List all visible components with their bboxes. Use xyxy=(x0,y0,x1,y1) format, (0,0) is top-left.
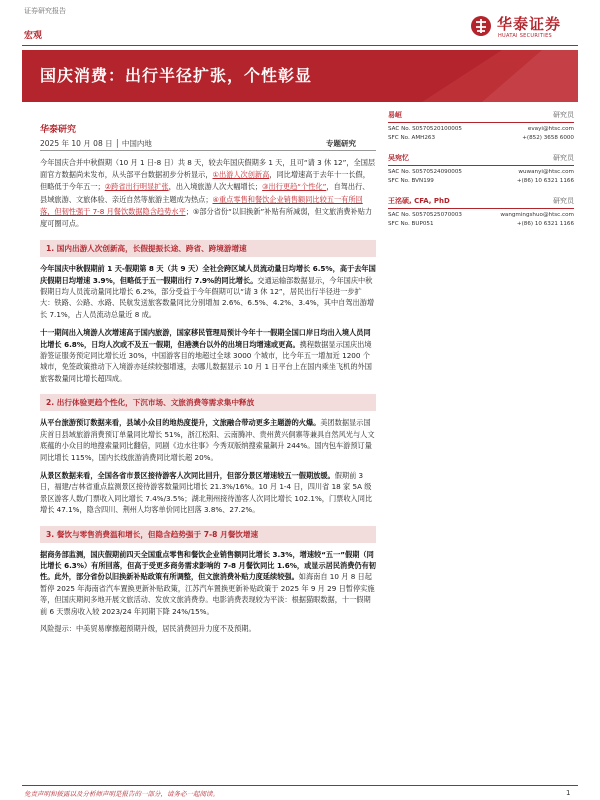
paragraph xyxy=(40,417,376,463)
header-divider xyxy=(22,45,578,46)
analyst-role: 研究员 xyxy=(553,111,574,119)
brand-logo xyxy=(470,13,590,43)
intro-text: ；⑤部分省份“以旧换新”补贴有所减弱，但文旅消费补贴力度可圈可点。 xyxy=(40,206,373,229)
analyst-email[interactable]: wuwanyi@htsc.com xyxy=(518,169,574,175)
analyst-sfc: SFC No. BVN199 xyxy=(388,178,434,184)
paragraph-lead: 从平台旅游预订数据来看，县域小众目的地热度提升，文旅融合带动更多主题游的火爆。 xyxy=(40,418,321,428)
report-title: 国庆消费：出行半径扩张，个性彰显 xyxy=(40,66,313,85)
analyst-sfc: SFC No. AMH263 xyxy=(388,135,436,141)
analyst-role: 研究员 xyxy=(553,197,574,205)
section-heading-3 xyxy=(40,526,376,543)
intro-text: 今年国庆合并中秋假期（10 月 1 日-8 日）共 8 天，较去年国庆假期多 1 天，且可“请 3 休 12”，全国层面官方数据尚未发布，从头部平台数据初步分析显示， xyxy=(40,158,376,180)
meta-divider xyxy=(40,150,376,151)
analyst-sac: SAC No. S0570525070003 xyxy=(388,212,462,218)
paragraph-body: 假期前 3 日，福建/吉林省重点监测景区接待游客数量同比增长 21.3%/16%。10 月 1-4 日，四川省 18 家 5A 级景区游客人数/门票收入同比增长 7.4%/3.5%；湖北荆州接待游客人次同比增长 102.1%，门票收入同比增长 47.1%，隐含四川、荆州人均客单价同比回落 3.8%、27.2%。 xyxy=(40,470,373,515)
research-org: 华泰研究 xyxy=(40,125,77,135)
analyst-card xyxy=(388,153,574,186)
paragraph-lead: 今年国庆中秋假期前 1 天-假期第 8 天（共 9 天）全社会跨区域人员流动量日均增长 6.5%，高于去年国庆假期日均增速 3.9%，但略低于五一假期出行 7.9%的同比增长。 xyxy=(40,264,376,285)
paragraph-lead: 据商务部监测，国庆假期前四天全国重点零售和餐饮企业销售额同比增长 3.3%，增速较“五一”假期（同比增长 6.3%）有所回落，但高于受更多商务需求影响的 7-8 月餐饮同比 1.6%，或显示居民消费仍有韧性。此外，部分省份以旧换新补贴政策有所调整，但文旅消费补贴力度延续较强。 xyxy=(40,549,376,582)
footer-disclaimer: 免责声明和披露以及分析师声明是报告的一部分，请务必一起阅读。 xyxy=(24,790,219,798)
section-title: 3. 餐饮与零售消费温和增长，但隐含趋势强于 7-8 月餐饮增速 xyxy=(46,529,259,539)
page-number: 1 xyxy=(566,789,571,797)
date-region: 2025 年 10 月 08 日 │ 中国内地 xyxy=(40,139,152,148)
analyst-phone: +(86) 10 6321 1166 xyxy=(516,178,574,184)
title-banner xyxy=(22,50,578,102)
paragraph xyxy=(40,263,376,320)
section-title: 1. 国内出游人次创新高，长假提振长途、跨省、跨境游增速 xyxy=(46,244,247,254)
logo-mark-icon xyxy=(470,15,492,37)
intro-text: ，同比增速高于去年十一长假，但略低于今年五一； xyxy=(40,170,370,192)
section-title: 2. 出行体验更趋个性化，下沉市场、文旅消费等需求集中释放 xyxy=(46,398,255,408)
analyst-card xyxy=(388,196,574,229)
risk-warning: 风险提示：中美贸易摩擦超预期升级，居民消费回升力度不及预期。 xyxy=(40,623,256,633)
category-label: 宏观 xyxy=(24,31,43,41)
analyst-sidebar xyxy=(388,110,574,239)
analyst-phone: +(852) 3658 6000 xyxy=(522,135,574,141)
logo-text-cn: 华泰证券 xyxy=(497,15,562,33)
analyst-phone: +(86) 10 6321 1166 xyxy=(516,221,574,227)
footer-divider xyxy=(22,785,578,786)
analyst-sac: SAC No. S0570520100005 xyxy=(388,126,462,132)
paragraph xyxy=(40,470,376,516)
paragraph xyxy=(40,327,376,384)
banner-decoration xyxy=(382,50,578,102)
document-type-label: 证券研究报告 xyxy=(24,7,66,15)
analyst-email[interactable]: evayi@htsc.com xyxy=(527,126,574,132)
intro-highlight: ①出游人次创新高 xyxy=(212,170,270,180)
section-heading-2 xyxy=(40,394,376,411)
analyst-name: 吴宛忆 xyxy=(388,154,409,162)
paragraph-lead: 从景区数据来看，全国各省市景区接待游客人次同比回升，但部分景区增速较五一假期放缓。 xyxy=(40,470,335,480)
paragraph-body: 美团数据显示国庆首日县域旅游消费预订单量同比增长 51%，浙江松阳、云南腾冲、贵州黄兴侗寨等兼具自然风光与人文底蕴的小众目的地搜索量同比翻倍，同剧《边水往事》今秀双版纳搜索量飙升 244%。国内包车游预订量同比增长 115%，国内长线旅游消费同比增长超 20%。 xyxy=(40,418,375,462)
intro-text: ，出入境旅游人次大幅增长； xyxy=(168,182,263,192)
section-heading-1 xyxy=(40,240,376,257)
analyst-name: 王洺硕, CFA, PhD xyxy=(388,197,450,205)
intro-highlight: ③出行更趋“个性化” xyxy=(262,182,327,192)
paragraph-lead: 十一期间出入境游人次增速高于国内旅游，国家移民管理局预计今年十一假期全国口岸日均出入境人员同比增长 6.8%，日均人次或不及五一假期，但港澳台以外的出境日均增速或更高。 xyxy=(40,328,371,349)
paragraph xyxy=(40,549,376,617)
paragraph-body: 携程数据显示国庆出境游签证服务预定同比增长近 30%，中国游客目的地超过全球 3000 个城市，比今年五一增加近 1200 个城市，免签政策推动下入境游亦延续较强增速，去哪儿数据显示 10 月 1 日平台上在国内乘坐飞机的外国旅客数量同比增长超四成。 xyxy=(40,339,372,383)
analyst-card xyxy=(388,110,574,143)
report-type: 专题研究 xyxy=(326,139,356,148)
paragraph-body: 交通运输部数据显示，今年国庆中秋假期日均人员流动量同比增长 6.2%，部分受益于今年假期可以“请 3 休 12”，居民出行半径进一步扩大：铁路、公路、水路、民航发送旅客数量同比分别增加 2.6%、6.5%、4.2%、3.4%，其中自驾出游增长 7.1%，占人员流动总量近 8 成。 xyxy=(40,275,375,319)
analyst-role: 研究员 xyxy=(553,154,574,162)
intro-highlight: ②跨省出行明显扩张 xyxy=(104,182,169,192)
intro-text: ，自驾出行、县域旅游、文旅体验、亲近自然等旅游主题成为热点； xyxy=(40,182,370,204)
intro-highlight: ④重点零售和餐饮企业销售额同比较五一有所回落，但韧性强于 7-8 月餐饮数据隐含趋势水平 xyxy=(40,194,363,216)
analyst-sfc: SFC No. BUP051 xyxy=(388,221,434,227)
analyst-sac: SAC No. S0570524090005 xyxy=(388,169,462,175)
main-content xyxy=(40,157,376,634)
intro-summary xyxy=(40,157,376,230)
analyst-name: 易峘 xyxy=(388,111,402,119)
paragraph-body: 如海南自 10 月 8 日起暂停 2025 年海南省汽车置换更新补贴政策，江苏汽车置换更新补贴政策于 2025 年 9 月 29 日暂停实施等，但国庆期间多地开展文旅活动、发放文旅消费券。电影消费表现较为平淡：根据猫眼数据，十一假期前 6 天票房收入较 2023/24 年同期下降 24%/15%。 xyxy=(40,572,375,616)
analyst-email[interactable]: wangmingshuo@htsc.com xyxy=(500,212,574,218)
logo-text-en: HUATAI SECURITIES xyxy=(498,33,552,39)
